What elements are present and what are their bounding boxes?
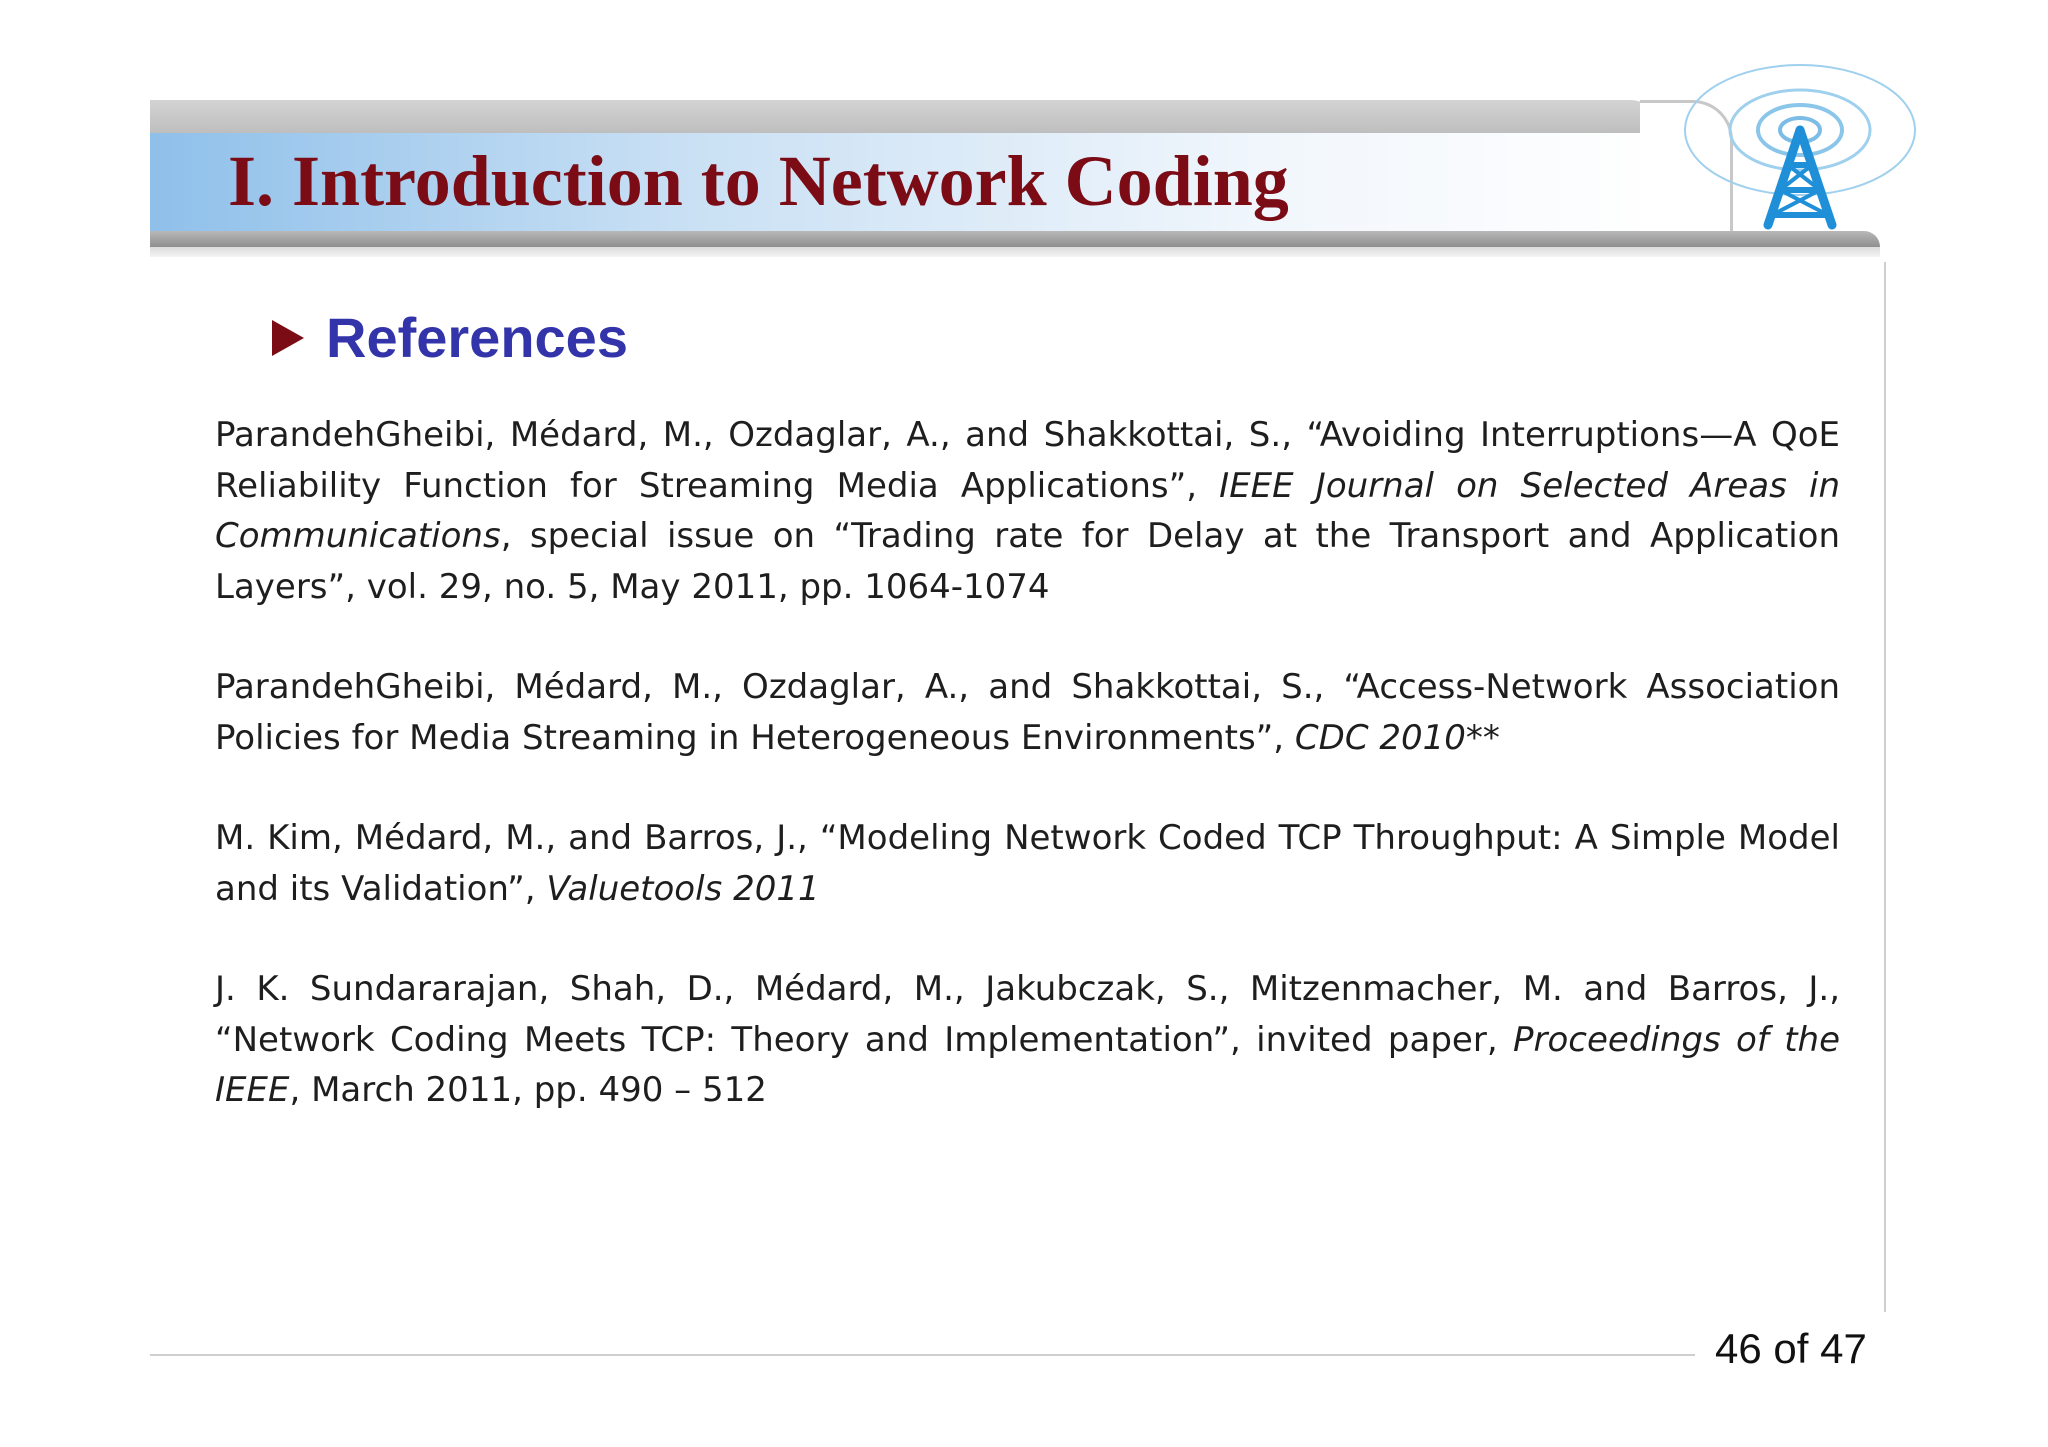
radio-tower-icon [1680, 60, 1920, 240]
frame-right-line [1884, 262, 1886, 1312]
reference-venue: IEEE Journal on Selected Areas in Communications [215, 465, 1840, 556]
footer-divider [150, 1354, 1695, 1356]
reference-text-tail: , March 2011, pp. 490 – 512 [289, 1070, 767, 1110]
page-number: 46 of 47 [1715, 1325, 1867, 1372]
reference-item [215, 813, 1840, 914]
reference-item [215, 410, 1840, 612]
reference-list [215, 410, 1840, 1166]
reference-text-tail: , special issue on “Trading rate for Delay at the Transport and Application Layers”, vol. 29, no. 5, May 2011, pp. 1064-1074 [215, 516, 1840, 607]
header-band-top [150, 100, 1660, 135]
reference-text: J. K. Sundararajan, Shah, D., Médard, M., Jakubczak, S., Mitzenmacher, M. and Barros, J., “Network Coding Meets TCP: Theory and Implementation”, invited paper, [215, 969, 1840, 1060]
section-title: References [326, 306, 628, 369]
header-band-shadow [150, 247, 1880, 257]
reference-venue: Proceedings of the IEEE [215, 1019, 1840, 1110]
reference-text: M. Kim, Médard, M., and Barros, J., “Modeling Network Coded TCP Throughput: A Simple Model and its Validation”, [215, 818, 1840, 909]
reference-item [215, 964, 1840, 1116]
bullet-triangle-icon [272, 320, 304, 356]
reference-venue: Valuetools 2011 [546, 868, 820, 909]
reference-text: ParandehGheibi, Médard, M., Ozdaglar, A., and Shakkottai, S., “Access-Network Association Policies for Media Streaming in Heterogeneous Environments”, [215, 667, 1840, 758]
header-band-bottom [150, 231, 1880, 247]
slide-title: I. Introduction to Network Coding [228, 141, 1289, 221]
reference-item [215, 662, 1840, 763]
reference-text: ParandehGheibi, Médard, M., Ozdaglar, A., and Shakkottai, S., “Avoiding Interruptions—A QoE Reliability Function for Streaming Media Applications”, [215, 415, 1840, 506]
section-heading [272, 305, 628, 370]
reference-venue: CDC 2010** [1294, 717, 1500, 758]
